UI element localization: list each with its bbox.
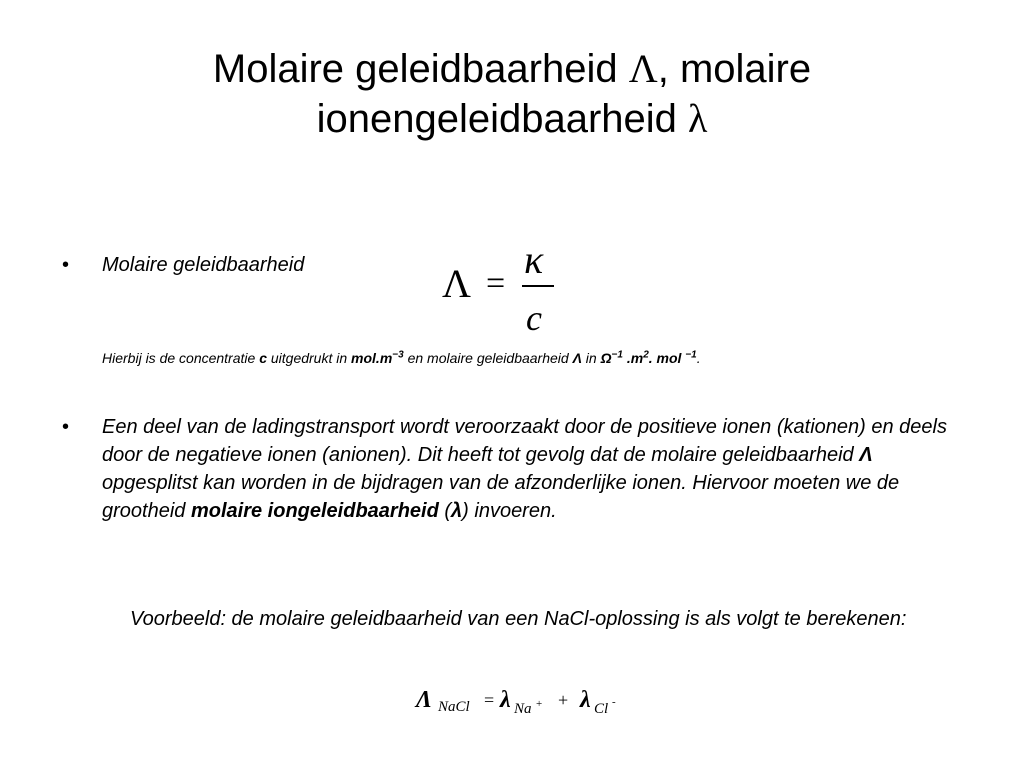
note-text: en molaire geleidbaarheid (403, 350, 573, 366)
f2-sub-nacl: NaCl (438, 699, 470, 715)
slide-title (60, 44, 964, 144)
note-unit1-exp: −3 (392, 349, 404, 361)
note-end: . (696, 350, 701, 366)
f2-sup-minus: - (612, 696, 616, 708)
bullet2-text: opgesplitst kan worden in de bijdragen van de afzonderlijke ionen. Hiervoor moeten we de grootheid (102, 472, 900, 522)
title-symbol-lambda: λ (688, 96, 708, 141)
formula-equals: = (486, 265, 506, 302)
note-m-exp: 2 (643, 349, 649, 361)
bullet2-text: Een deel van de ladingstransport wordt veroorzaakt door de positieve ionen (kationen) en deels door de negatieve ionen (anionen). Dit heeft tot gevolg dat de molaire geleidbaarheid (102, 416, 947, 466)
note-lambda: Λ (572, 350, 582, 366)
formula-lhs: Λ (442, 261, 472, 306)
note-unit1-base: mol.m (351, 350, 393, 366)
f2-sup-plus: + (536, 698, 543, 710)
note-unit1 (351, 350, 404, 366)
example-text: Voorbeeld: de molaire geleidbaarheid van een NaCl-oplossing is als volgt te berekenen: (130, 608, 907, 630)
note-mol: . mol (648, 350, 686, 366)
bullet2-lambda-small: λ (451, 500, 463, 522)
f2-equals: = (484, 690, 495, 710)
molar-conductivity-formula (440, 237, 570, 340)
note-text: uitgedrukt in (266, 350, 352, 366)
note-unit2 (601, 350, 697, 366)
note-omega: Ω (600, 350, 612, 366)
note-text: Hierbij is de concentratie (102, 350, 260, 366)
nacl-conductivity-formula (412, 686, 652, 726)
fraction-bar (522, 285, 554, 287)
bullet1-label: Molaire geleidbaarheid (102, 254, 305, 276)
bullet2-text: ( (438, 500, 452, 522)
bullet-marker-1: • (62, 254, 70, 276)
note-mol-exp: −1 (685, 349, 697, 361)
title-symbol-capital-lambda: Λ (628, 46, 658, 91)
note-text: in (581, 350, 601, 366)
f2-lambda-cl: λ (580, 687, 591, 713)
units-note (102, 348, 982, 368)
formula-numerator: κ (524, 237, 544, 282)
bullet2-lambda: Λ (859, 444, 873, 466)
f2-sub-cl: Cl (594, 701, 609, 717)
f2-capital-lambda: Λ (416, 687, 433, 713)
f2-lambda-na: λ (500, 687, 511, 713)
bullet-marker-2: • (62, 416, 70, 438)
formula-denominator: c (526, 298, 542, 338)
bullet2-bold-term: molaire iongeleidbaarheid (190, 500, 439, 522)
bullet2-text: ) invoeren. (462, 500, 557, 522)
f2-plus: + (558, 690, 569, 710)
title-text-2: , molaire ionengeleidbaarheid (316, 47, 812, 141)
note-m: .m (622, 350, 644, 366)
title-text-1: Molaire geleidbaarheid (212, 47, 629, 91)
bullet2-paragraph (102, 413, 972, 525)
f2-sub-na: Na (514, 701, 532, 717)
note-c: c (259, 350, 267, 366)
note-omega-exp: −1 (611, 349, 623, 361)
